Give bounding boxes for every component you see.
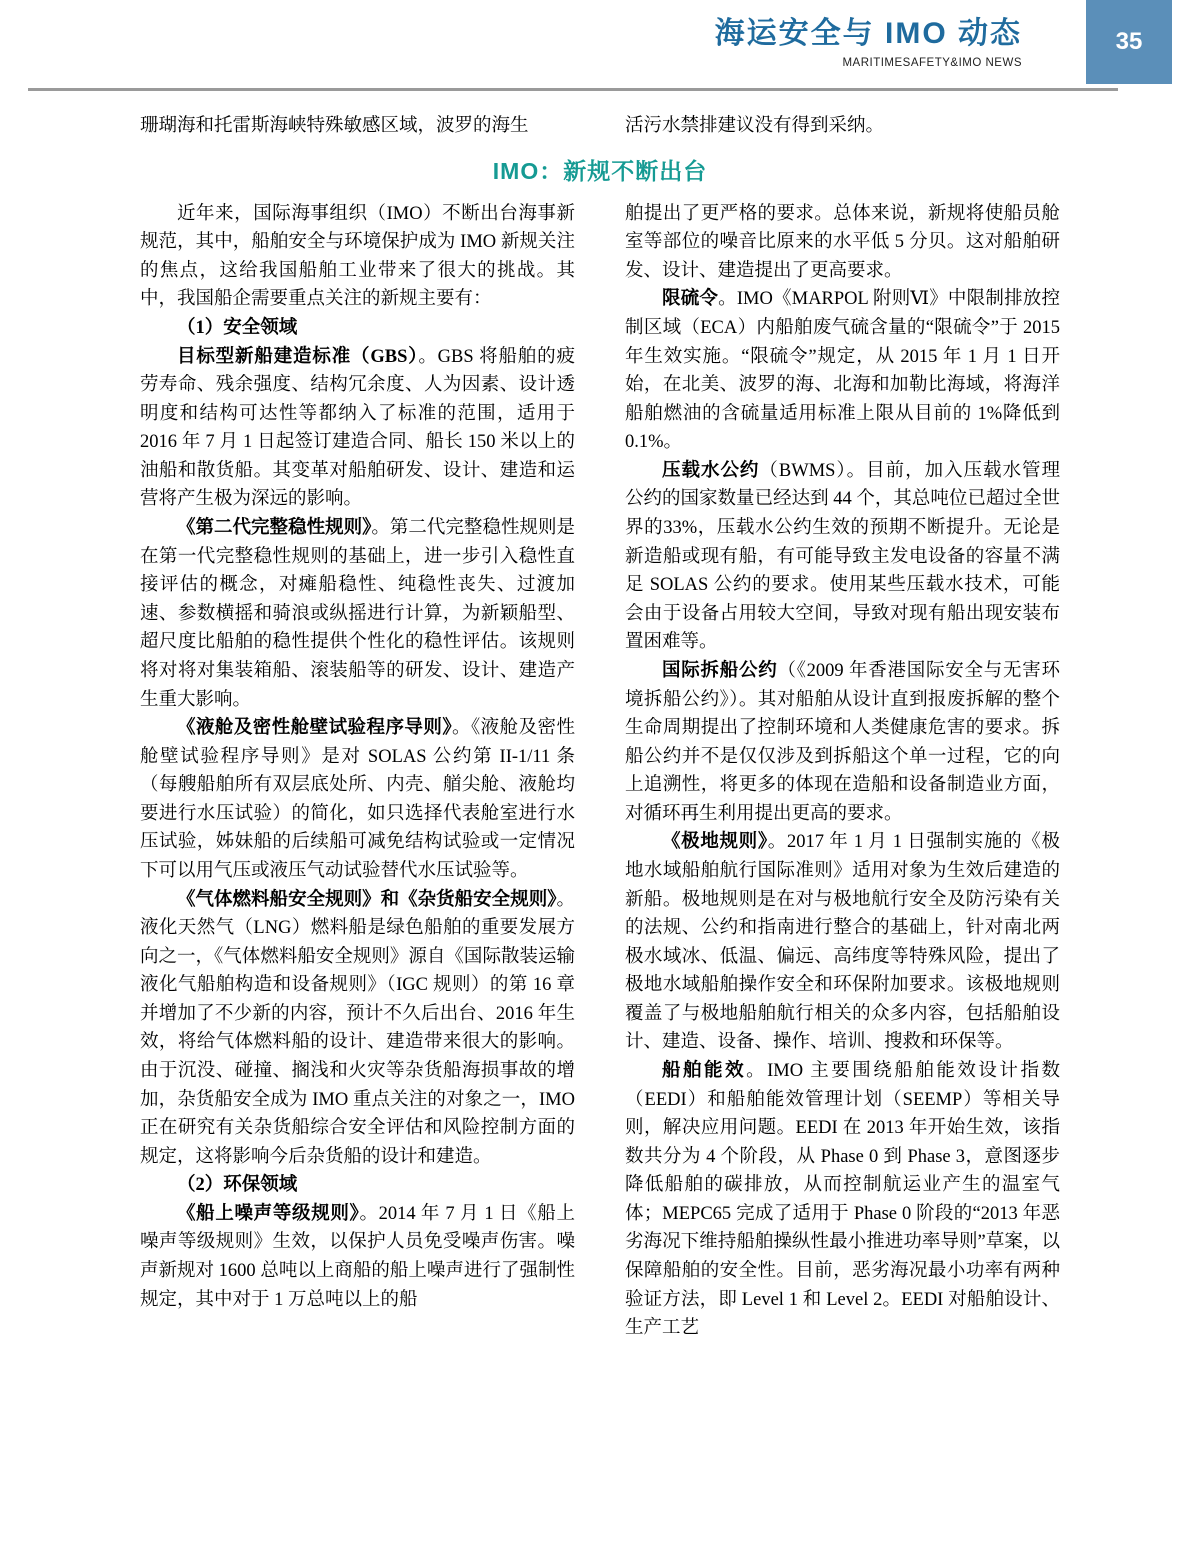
- paragraph: [140, 886, 575, 1172]
- paragraph-text: 。IMO《MARPOL 附则Ⅵ》中限制排放控制区域（ECA）内船舶废气硫含量的“限硫令”于 2015 年生效实施。“限硫令”规定，从 2015 年 1 月 1 日开始，在北美、波罗的海、北海和加勒比海域，将海洋船舶燃油的含硫量适用标准上限从目前的 1%降低到 0.1%。: [625, 289, 1060, 453]
- paragraph-heading: [140, 1171, 575, 1200]
- paragraph-text: （2）环保领域: [177, 1175, 298, 1196]
- paragraph-bold-lead: 国际拆船公约: [662, 660, 778, 681]
- paragraph-heading: [140, 314, 575, 343]
- section-title: IMO：新规不断出台: [492, 157, 708, 184]
- paragraph: [625, 657, 1060, 828]
- paragraph-text: 。2014 年 7 月 1 日《船上噪声等级规则》生效，以保护人员免受噪声伤害。噪声新规对 1600 总吨以上商船的船上噪声进行了强制性规定，其中对于 1 万总吨以上的船: [140, 1203, 575, 1310]
- page-header: [0, 0, 1200, 92]
- page-title: 海运安全与 IMO 动态: [714, 17, 1022, 50]
- column-left: [140, 200, 575, 1343]
- lead-row: [140, 112, 1060, 141]
- paragraph-text: 。液化天然气（LNG）燃料船是绿色船舶的重要发展方向之一，《气体燃料船安全规则》源自《国际散装运输液化气船舶构造和设备规则》（IGC 规则）的第 16 章并增加了不少新的内容，预计不久后出台、2016 年生效，将给气体燃料船的设计、建造带来很大的影响。由于沉没、碰撞、搁浅和火灾等杂货船海损事故的增加，杂货船安全成为 IMO 重点关注的对象之一，IMO 正在研究有关杂货船综合安全评估和风险控制方面的规定，这将影响今后杂货船的设计和建造。: [140, 889, 575, 1167]
- paragraph: [140, 514, 575, 714]
- paragraph-text: （BWMS）。目前，加入压载水管理公约的国家数量已经达到 44 个，其总吨位已超过全世界的33%，压载水公约生效的预期不断提升。无论是新造船或现有船，有可能导致主发电设备的容量不满足 SOLAS 公约的要求。使用某些压载水技术，可能会由于设备占用较大空间，导致对现有船出现安装布置困难等。: [625, 460, 1060, 653]
- paragraph-bold-lead: 《极地规则》: [662, 832, 768, 853]
- paragraph: [625, 200, 1060, 286]
- paragraph: [625, 457, 1060, 657]
- paragraph-bold-lead: 船舶能效: [662, 1061, 747, 1082]
- paragraph-bold-lead: 限硫令: [662, 289, 719, 310]
- paragraph: [140, 200, 575, 314]
- article-body: [140, 112, 1060, 1343]
- column-right: [625, 200, 1060, 1343]
- paragraph-text: （《2009 年香港国际安全与无害环境拆船公约》）。其对船舶从设计直到报废拆解的整个生命周期提出了控制环境和人类健康危害的要求。拆船公约并不是仅仅涉及到拆船这个单一过程，它的向上追溯性，将更多的体现在造船和设备制造业方面，对循环再生利用提出更高的要求。: [625, 660, 1060, 824]
- paragraph-bold-lead: 《气体燃料船安全规则》和《杂货船安全规则》: [177, 889, 557, 910]
- paragraph: [625, 828, 1060, 1057]
- paragraph-bold-lead: 压载水公约: [662, 460, 760, 481]
- paragraph-bold-lead: 《船上噪声等级规则》: [177, 1203, 360, 1224]
- paragraph-text: 。2017 年 1 月 1 日强制实施的《极地水域船舶航行国际准则》适用对象为生效后建造的新船。极地规则是在对与极地航行安全及防污染有关的法规、公约和指南进行整合的基础上，针对南北两极水域冰、低温、偏远、高纬度等特殊风险，提出了极地水域船舶操作安全和环保附加要求。该极地规则覆盖了与极地船舶航行相关的众多内容，包括船舶设计、建造、设备、操作、培训、搜救和环保等。: [625, 832, 1060, 1053]
- paragraph-text: 。GBS 将船舶的疲劳寿命、残余强度、结构冗余度、人为因素、设计透明度和结构可达性等都纳入了标准的范围，适用于 2016 年 7 月 1 日起签订建造合同、船长 150 米以上的油船和散货船。其变革对船舶研发、设计、建造和运营将产生极为深远的影响。: [140, 346, 575, 510]
- paragraph-text: 。第二代完整稳性规则是在第一代完整稳性规则的基础上，进一步引入稳性直接评估的概念，对瘫船稳性、纯稳性丧失、过渡加速、参数横摇和骑浪或纵摇进行计算，为新颖船型、超尺度比船舶的稳性提供个性化的稳性评估。该规则将对将对集装箱船、滚装船等的研发、设计、建造产生重大影响。: [140, 518, 575, 710]
- paragraph: [140, 714, 575, 885]
- lead-paragraph-left: 珊瑚海和托雷斯海峡特殊敏感区域，波罗的海生: [140, 116, 529, 136]
- header-divider: [28, 88, 1118, 91]
- paragraph-bold-lead: 《液舱及密性舱壁试验程序导则》: [177, 718, 453, 739]
- paragraph-text: （1）安全领域: [177, 317, 298, 338]
- lead-paragraph-right: 活污水禁排建议没有得到采纳。: [625, 116, 885, 136]
- paragraph-bold-lead: 《第二代完整稳性规则》: [177, 518, 372, 539]
- paragraph: [140, 1200, 575, 1314]
- paragraph-text: 。《液舱及密性舱壁试验程序导则》是对 SOLAS 公约第 II-1/11 条（每艘船舶所有双层底处所、内壳、艏尖舱、液舱均要进行水压试验）的简化，如只选择代表舱室进行水压试验，姊妹船的后续船可减免结构试验或一定情况下可以用气压或液压气动试验替代水压试验等。: [140, 718, 575, 881]
- paragraph: [140, 343, 575, 514]
- paragraph: [625, 285, 1060, 456]
- paragraph-text: 近年来，国际海事组织（IMO）不断出台海事新规范，其中，船舶安全与环境保护成为 IMO 新规关注的焦点，这给我国船舶工业带来了很大的挑战。其中，我国船企需要重点关注的新规主要有：: [140, 203, 575, 310]
- page-number-badge: 35: [1086, 0, 1172, 84]
- paragraph-text: 舶提出了更严格的要求。总体来说，新规将使船员舱室等部位的噪音比原来的水平低 5 分贝。这对船舶研发、设计、建造提出了更高要求。: [625, 203, 1060, 281]
- page-subtitle: MARITIMESAFETY&IMO NEWS: [842, 57, 1022, 69]
- paragraph: [625, 1057, 1060, 1343]
- paragraph-bold-lead: 目标型新船建造标准（GBS）: [177, 346, 419, 367]
- two-column-layout: [140, 200, 1060, 1343]
- paragraph-text: 。IMO 主要围绕船舶能效设计指数（EEDI）和船舶能效管理计划（SEEMP）等相关导则，解决应用问题。EEDI 在 2013 年开始生效，该指数共分为 4 个阶段，从 Phase 0 到 Phase 3，意图逐步降低船舶的碳排放，从而控制航运业产生的温室气体；MEPC65 完成了适用于 Phase 0 阶段的“2013 年恶劣海况下维持船舶操纵性最小推进功率导则”草案，以保障船舶的安全性。目前，恶劣海况最小功率有两种验证方法，即 Level 1 和 Level 2。EEDI 对船舶设计、生产工艺: [625, 1061, 1060, 1339]
- header-title-block: [715, 16, 1022, 69]
